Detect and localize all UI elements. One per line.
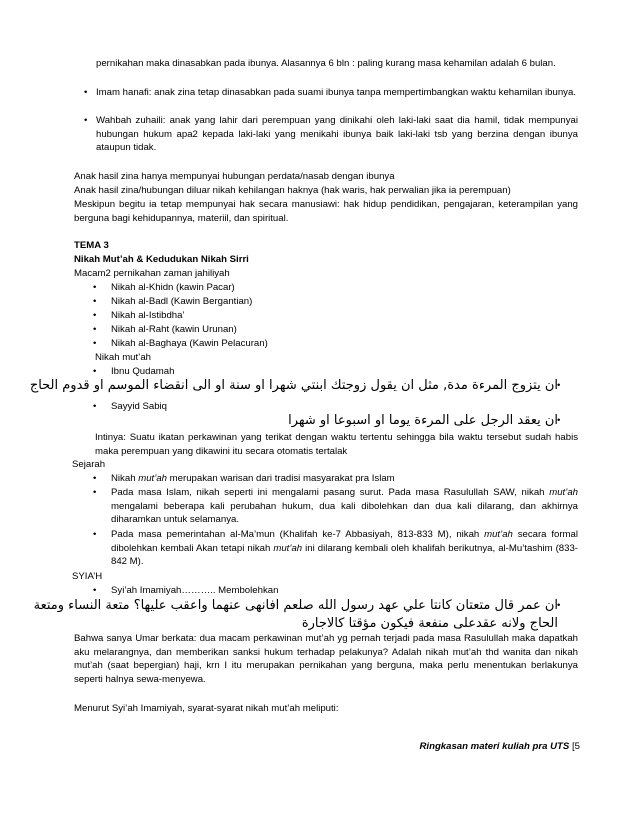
syiah-imamiyah: Syi’ah Imamiyah……….. Membolehkan (111, 585, 279, 596)
intro-item-imam-hanafi: Imam hanafi: anak zina tetap dinasabkan pada suami ibunya tanpa mempertimbangkan waktu kehamilan ibunya. (96, 87, 576, 98)
sejarah-item-1: Nikah mut’ah merupakan warisan dari tradisi masyarakat pra Islam (111, 473, 395, 484)
sejarah-heading: Sejarah (72, 459, 106, 470)
macam-item: Nikah al-Baghaya (Kawin Pelacuran) (111, 338, 268, 349)
intinya-paragraph: Intinya: Suatu ikatan perkawinan yang terikat dengan waktu tertentu sehingga bila waktu tersebut sudah habis maka perempuan yang dikawini itu secara otomatis tertalak (95, 432, 578, 457)
macam-item: Nikah al-Khidn (kawin Pacar) (111, 282, 235, 293)
bullet-icon: • (93, 529, 97, 540)
section-title: Nikah Mut’ah & Kedudukan Nikah Sirri (74, 254, 249, 265)
macam-item: Nikah al-Istibdha’ (111, 310, 185, 321)
sejarah-item-3: Pada masa pemerintahan al-Ma’mun (Khalifah ke-7 Abbasiyah, 813-833 M), nikah mut’ah secara formal dibolehkan kembali Akan tetapi nikah mut’ah ini dilarang kembali oleh khalifah berikutnya, al-Mu’tashim (833-842 M). (111, 529, 579, 568)
bullet-icon: • (557, 600, 561, 611)
menurut-line: Menurut Syi’ah Imamiyah, syarat-syarat nikah mut’ah meliputi: (74, 703, 339, 714)
macam-heading: Macam2 pernikahan zaman jahiliyah (74, 268, 230, 279)
arabic-quote-line-1: ان عمر قال متعتان كانتا علي عهد رسول الله صلعم افانهى عنهما واعقب عليها؟ متعة النساء ومتعة (33, 598, 558, 613)
bullet-icon: • (93, 282, 97, 293)
page-number: [5 (571, 741, 580, 752)
bullet-icon: • (557, 415, 561, 426)
bullet-icon: • (84, 115, 88, 126)
arabic-definition-1: ان يتزوج المرءة مدة, مثل ان يقول زوجتك ابنتي شهرا او سنة او الى انقضاء الموسم او قدوم الحاج (29, 378, 558, 393)
page-footer (419, 741, 580, 752)
arabic-definition-2: ان يعقد الرجل على المرءة يوما او اسبوعا او شهرا (288, 413, 558, 428)
source-ibnu-qudamah: Ibnu Qudamah (111, 366, 175, 377)
bullet-icon: • (93, 324, 97, 335)
intro-item-continuation: pernikahan maka dinasabkan pada ibunya. Alasannya 6 bln : paling kurang masa kehamilan adalah 6 bulan. (96, 58, 556, 69)
source-sayyid-sabiq: Sayyid Sabiq (111, 401, 167, 412)
bullet-icon: • (84, 87, 88, 98)
arabic-quote-line-2: الحاج ولانه عقدعلى منفعة فيكون مؤقتا كالاجارة (301, 616, 558, 631)
bullet-icon: • (93, 338, 97, 349)
sejarah-item-2: Pada masa Islam, nikah seperti ini mengalami pasang surut. Pada masa Rasulullah SAW, nikah mut’ah mengalami beberapa kali perubahan hukum, dua kali dibolehkan dan dua kali dilarang, dan akhirnya diharamkan untuk selamanya. (111, 487, 578, 526)
bullet-icon: • (93, 473, 97, 484)
macam-item: Nikah al-Raht (kawin Urunan) (111, 324, 237, 335)
status-line-2: Anak hasil zina/hubungan diluar nikah kehilangan haknya (hak waris, hak perwalian jika ia perempuan) (74, 185, 511, 196)
bullet-icon: • (93, 487, 97, 498)
bullet-icon: • (93, 585, 97, 596)
bullet-icon: • (93, 296, 97, 307)
bahwa-paragraph: Bahwa sanya Umar berkata: dua macam perkawinan mut’ah yg pernah terjadi pada masa Rasulullah maka dapatkah aku melarangnya, dan memberikan sanksi hukum terhadap pelakunya? Adalah nikah mut’ah thd wanita dan nikah mut’ah (saat bepergian) haji, krn I itu merupakan pernikahan yang berguna, maka perlu menentukan berlakunya seperti halnya sewa-menyewa. (74, 633, 578, 685)
nikah-mutah-label: Nikah mut’ah (95, 352, 151, 363)
bullet-icon: • (93, 366, 97, 377)
section-label: TEMA 3 (74, 240, 109, 251)
intro-item-wahbah-zuhaili: Wahbah zuhaili: anak yang lahir dari perempuan yang dinikahi oleh laki-laki saat dia hamil, tidak mempunyai hubungan hukum apa2 kepada laki-laki yang menikahi ibunya baik laki-laki tsb yang berzina dengan ibunya ataupun tidak. (96, 115, 578, 154)
syiah-heading: SYIA’H (72, 571, 103, 582)
bullet-icon: • (93, 401, 97, 412)
macam-item: Nikah al-Badl (Kawin Bergantian) (111, 296, 253, 307)
status-line-3: Meskipun begitu ia tetap mempunyai hak secara manusiawi: hak hidup pendidikan, pengajaran, keterampilan yang berguna bagi kehidupannya, materiil, dan spiritual. (74, 199, 578, 224)
bullet-icon: • (93, 310, 97, 321)
bullet-icon: • (557, 380, 561, 391)
footer-label: Ringkasan materi kuliah pra UTS (419, 741, 570, 752)
status-line-1: Anak hasil zina hanya mempunyai hubungan perdata/nasab dengan ibunya (74, 171, 395, 182)
